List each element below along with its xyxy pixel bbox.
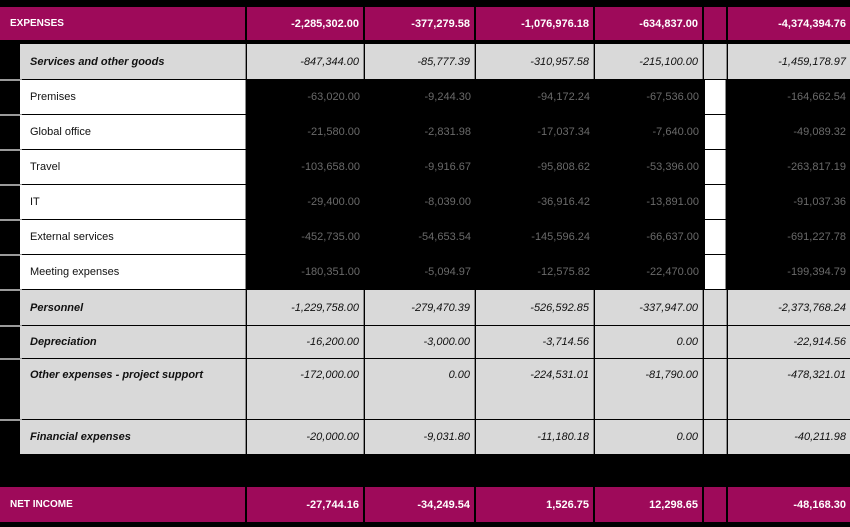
sub-item-row bbox=[0, 115, 850, 149]
financial-expenses-value: -40,211.98 bbox=[728, 420, 850, 454]
net-income-value: -48,168.30 bbox=[728, 487, 850, 522]
spacer-cell bbox=[704, 326, 727, 358]
expenses-row bbox=[0, 7, 850, 40]
net-income-value: 1,526.75 bbox=[476, 487, 593, 522]
depreciation-value: -22,914.56 bbox=[728, 326, 850, 358]
masked-value: -17,037.34 bbox=[476, 115, 594, 149]
services-value: -847,344.00 bbox=[247, 44, 364, 79]
personnel-value: -1,229,758.00 bbox=[247, 290, 364, 325]
other-expenses-value: -172,000.00 bbox=[247, 359, 364, 419]
other-expenses-value: -478,321.01 bbox=[728, 359, 850, 419]
masked-value: -67,536.00 bbox=[595, 80, 703, 114]
row-tick bbox=[0, 114, 22, 116]
masked-value: -21,580.00 bbox=[247, 115, 364, 149]
sub-item-row bbox=[0, 80, 850, 114]
masked-value: -164,662.54 bbox=[728, 80, 850, 114]
masked-value: -49,089.32 bbox=[728, 115, 850, 149]
spacer-cell bbox=[704, 290, 727, 325]
masked-value: -9,916.67 bbox=[365, 150, 475, 184]
financial-expenses-value: 0.00 bbox=[595, 420, 703, 454]
sub-item-label: Meeting expenses bbox=[20, 255, 246, 289]
masked-value: -103,658.00 bbox=[247, 150, 364, 184]
expenses-value: -1,076,976.18 bbox=[476, 7, 593, 40]
row-tick bbox=[0, 325, 22, 327]
financial-expenses-value: -11,180.18 bbox=[476, 420, 594, 454]
masked-value: -66,637.00 bbox=[595, 220, 703, 254]
services-label: Services and other goods bbox=[20, 44, 246, 79]
expenses-label: EXPENSES bbox=[0, 7, 245, 40]
financial-expenses-row bbox=[0, 420, 850, 454]
services-value: -85,777.39 bbox=[365, 44, 475, 79]
net-income-value: 12,298.65 bbox=[595, 487, 702, 522]
spacer-cell bbox=[704, 359, 727, 419]
expenses-value: -2,285,302.00 bbox=[247, 7, 363, 40]
other-expenses-value: -224,531.01 bbox=[476, 359, 594, 419]
row-tick bbox=[0, 184, 22, 186]
sub-item-label: External services bbox=[20, 220, 246, 254]
financial-expenses-value: -20,000.00 bbox=[247, 420, 364, 454]
depreciation-value: -3,000.00 bbox=[365, 326, 475, 358]
net-income-row bbox=[0, 487, 850, 522]
masked-value: -5,094.97 bbox=[365, 255, 475, 289]
depreciation-label: Depreciation bbox=[20, 326, 246, 358]
spacer-cell bbox=[705, 150, 726, 184]
row-tick bbox=[0, 79, 22, 81]
sub-item-label: Global office bbox=[20, 115, 246, 149]
row-tick bbox=[0, 219, 22, 221]
masked-value: -2,831.98 bbox=[365, 115, 475, 149]
row-tick bbox=[0, 149, 22, 151]
masked-value: -91,037.36 bbox=[728, 185, 850, 219]
services-value: -1,459,178.97 bbox=[728, 44, 850, 79]
spacer-cell bbox=[704, 420, 727, 454]
masked-value: -53,396.00 bbox=[595, 150, 703, 184]
masked-value: -22,470.00 bbox=[595, 255, 703, 289]
masked-value: -9,244.30 bbox=[365, 80, 475, 114]
other-expenses-value: 0.00 bbox=[365, 359, 475, 419]
masked-value: -94,172.24 bbox=[476, 80, 594, 114]
depreciation-value: -16,200.00 bbox=[247, 326, 364, 358]
masked-value: -199,394.79 bbox=[728, 255, 850, 289]
masked-value: -63,020.00 bbox=[247, 80, 364, 114]
personnel-label: Personnel bbox=[20, 290, 246, 325]
depreciation-row bbox=[0, 326, 850, 358]
masked-value: -145,596.24 bbox=[476, 220, 594, 254]
other-expenses-label: Other expenses - project support bbox=[20, 359, 246, 419]
services-value: -215,100.00 bbox=[595, 44, 703, 79]
masked-value: -7,640.00 bbox=[595, 115, 703, 149]
spacer-cell bbox=[704, 7, 726, 40]
sub-item-row bbox=[0, 255, 850, 289]
personnel-value: -337,947.00 bbox=[595, 290, 703, 325]
other-expenses-row bbox=[0, 359, 850, 419]
sub-item-row bbox=[0, 185, 850, 219]
financial-expenses-label: Financial expenses bbox=[20, 420, 246, 454]
personnel-row bbox=[0, 290, 850, 325]
net-income-value: -27,744.16 bbox=[247, 487, 363, 522]
masked-value: -29,400.00 bbox=[247, 185, 364, 219]
financial-expenses-value: -9,031.80 bbox=[365, 420, 475, 454]
sub-item-row bbox=[0, 220, 850, 254]
row-tick bbox=[0, 254, 22, 256]
sub-item-label: IT bbox=[20, 185, 246, 219]
row-tick bbox=[0, 419, 22, 421]
row-tick bbox=[0, 358, 22, 360]
depreciation-value: -3,714.56 bbox=[476, 326, 594, 358]
spacer-cell bbox=[705, 255, 726, 289]
spacer-cell bbox=[705, 220, 726, 254]
masked-value: -691,227.78 bbox=[728, 220, 850, 254]
personnel-value: -2,373,768.24 bbox=[728, 290, 850, 325]
masked-value: -452,735.00 bbox=[247, 220, 364, 254]
masked-value: -54,653.54 bbox=[365, 220, 475, 254]
sub-item-label: Travel bbox=[20, 150, 246, 184]
masked-value: -13,891.00 bbox=[595, 185, 703, 219]
services-row bbox=[0, 44, 850, 79]
net-income-value: -34,249.54 bbox=[365, 487, 474, 522]
expenses-value: -634,837.00 bbox=[595, 7, 702, 40]
services-value: -310,957.58 bbox=[476, 44, 594, 79]
other-expenses-value: -81,790.00 bbox=[595, 359, 703, 419]
masked-value: -180,351.00 bbox=[247, 255, 364, 289]
sub-item-row bbox=[0, 150, 850, 184]
row-tick bbox=[0, 289, 22, 291]
spacer-cell bbox=[705, 115, 726, 149]
masked-value: -263,817.19 bbox=[728, 150, 850, 184]
masked-value: -8,039.00 bbox=[365, 185, 475, 219]
sub-item-label: Premises bbox=[20, 80, 246, 114]
net-income-label: NET INCOME bbox=[0, 487, 245, 522]
spacer-cell bbox=[704, 487, 726, 522]
spacer-cell bbox=[704, 44, 727, 79]
spacer-cell bbox=[705, 80, 726, 114]
depreciation-value: 0.00 bbox=[595, 326, 703, 358]
expenses-value: -4,374,394.76 bbox=[728, 7, 850, 40]
expenses-value: -377,279.58 bbox=[365, 7, 474, 40]
personnel-value: -279,470.39 bbox=[365, 290, 475, 325]
spacer-cell bbox=[705, 185, 726, 219]
masked-value: -36,916.42 bbox=[476, 185, 594, 219]
masked-value: -12,575.82 bbox=[476, 255, 594, 289]
masked-value: -95,808.62 bbox=[476, 150, 594, 184]
personnel-value: -526,592.85 bbox=[476, 290, 594, 325]
